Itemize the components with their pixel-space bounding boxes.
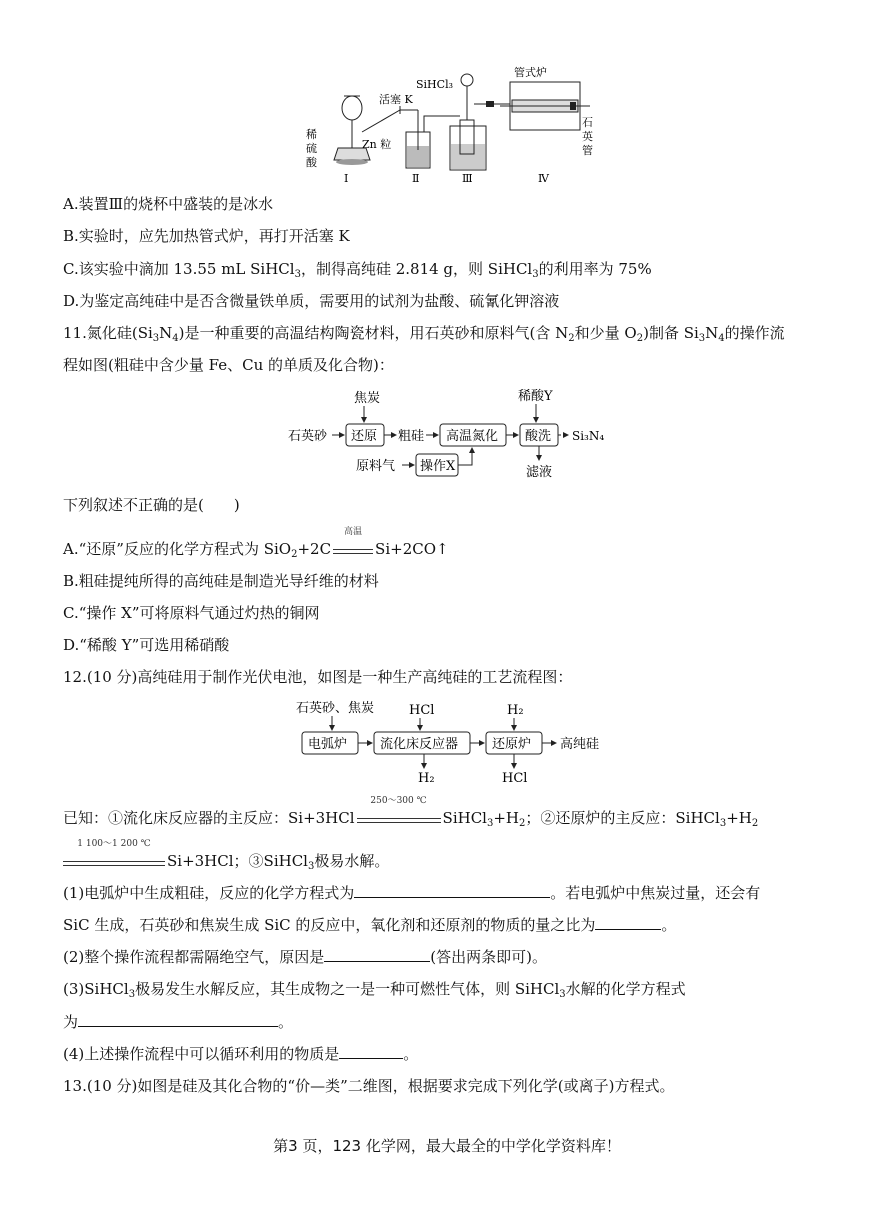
flow12-arc: 电弧炉 bbox=[308, 737, 348, 752]
flow-quartz-sand: 石英砂 bbox=[288, 429, 328, 444]
answer-blank-3 bbox=[324, 947, 430, 962]
flow12-raw: 石英砂、焦炭 bbox=[296, 701, 375, 716]
q12-intro: 12.(10 分)高纯硅用于制作光伏电池，如图是一种生产高纯硅的工艺流程图： bbox=[63, 668, 573, 686]
flow-op-x: 操作X bbox=[420, 459, 456, 474]
q12-part3-line2: 为 。 bbox=[63, 1013, 294, 1031]
label-quartz-3: 管 bbox=[582, 144, 593, 157]
condition-arrow-2: 1 100～1 200 ℃ bbox=[63, 853, 165, 866]
flow12-h2-out: H₂ bbox=[418, 771, 435, 786]
q12-flow-diagram bbox=[296, 696, 616, 786]
flow12-h2-in: H₂ bbox=[507, 703, 524, 718]
q12-part1-line1: (1)电弧炉中生成粗硅，反应的化学方程式为 。若电弧炉中焦炭过量，还会有 bbox=[63, 884, 761, 902]
q13-stem: 13.(10 分)如图是硅及其化合物的“价—类”二维图，根据要求完成下列化学(或离子)方程式。 bbox=[63, 1077, 675, 1095]
condition-arrow-1: 250～300 ℃ bbox=[357, 810, 441, 823]
label-sihcl3: SiHCl₃ bbox=[416, 78, 453, 91]
flow-coke: 焦炭 bbox=[354, 391, 381, 406]
flow12-product: 高纯硅 bbox=[560, 737, 600, 752]
q10-option-c: C.该实验中滴加 13.55 mL SiHCl$_3$，制得高纯硅 2.814 g，则 SiHCl$_3$的利用率为 75% bbox=[63, 260, 652, 280]
flow-crude-si: 粗硅 bbox=[398, 429, 425, 444]
q11-option-c: C.“操作 X”可将原料气通过灼热的铜网 bbox=[63, 604, 320, 622]
label-quartz-2: 英 bbox=[582, 130, 593, 143]
flow-reduce: 还原 bbox=[351, 429, 378, 444]
condition-arrow: 高温 bbox=[333, 541, 373, 554]
label-roman-1: Ⅰ bbox=[344, 172, 349, 185]
label-acid-1: 稀 bbox=[306, 128, 317, 141]
q12-part2: (2)整个操作流程都需隔绝空气，原因是 (答出两条即可)。 bbox=[63, 948, 547, 966]
flow-gas: 原料气 bbox=[356, 459, 396, 474]
label-furnace: 管式炉 bbox=[514, 66, 547, 79]
q12-known-line2: 1 100～1 200 ℃ Si+3HCl；③SiHCl$_3$极易水解。 bbox=[63, 850, 389, 872]
answer-blank-2 bbox=[595, 915, 661, 930]
q11-question: 下列叙述不正确的是( ) bbox=[63, 496, 240, 514]
label-acid-3: 酸 bbox=[306, 156, 317, 169]
flow-wash: 酸洗 bbox=[525, 429, 552, 444]
q10-option-d: D.为鉴定高纯硅中是否含微量铁单质，需要用的试剂为盐酸、硫氰化钾溶液 bbox=[63, 292, 560, 310]
q11-option-b: B.粗硅提纯所得的高纯硅是制造光导纤维的材料 bbox=[63, 572, 379, 590]
q11-option-d: D.“稀酸 Y”可选用稀硝酸 bbox=[63, 636, 230, 654]
flow-product: Si₃N₄ bbox=[572, 429, 605, 443]
label-zn: Zn 粒 bbox=[362, 138, 392, 151]
answer-blank-5 bbox=[339, 1044, 403, 1059]
answer-blank-1 bbox=[354, 883, 550, 898]
q12-part3-line1: (3)SiHCl$_3$极易发生水解反应，其生成物之一是一种可燃性气体，则 SiHCl$_3$水解的化学方程式 bbox=[63, 980, 686, 1000]
q10-option-a: A.装置Ⅲ的烧杯中盛装的是冰水 bbox=[63, 195, 274, 213]
q10-option-b: B.实验时，应先加热管式炉，再打开活塞 K bbox=[63, 227, 350, 245]
q11-stem-line2: 程如图(粗硅中含少量 Fe、Cu 的单质及化合物)： bbox=[63, 356, 394, 374]
q12-part1-line2: SiC 生成，石英砂和焦炭生成 SiC 的反应中，氧化剂和还原剂的物质的量之比为 。 bbox=[63, 916, 677, 934]
label-roman-2: Ⅱ bbox=[412, 172, 420, 185]
page-footer: 第3 页，123 化学网，最大最全的中学化学资料库！ bbox=[273, 1137, 621, 1155]
label-roman-3: Ⅲ bbox=[462, 172, 473, 185]
q12-known-line1: 已知：①流化床反应器的主反应：Si+3HCl 250～300 ℃ $SiHCl_3+H_2$；②还原炉的主反应：$SiHCl_3+H_2$ bbox=[63, 796, 759, 829]
q12-part4: (4)上述操作流程中可以循环利用的物质是 。 bbox=[63, 1045, 419, 1063]
q11-flow-diagram bbox=[286, 384, 636, 484]
flow12-fluid: 流化床反应器 bbox=[380, 737, 459, 752]
label-quartz-1: 石 bbox=[582, 116, 593, 129]
flow-acid-y: 稀酸Y bbox=[518, 389, 553, 404]
flow-filtrate: 滤液 bbox=[526, 465, 553, 480]
q11-option-a: A.“还原”反应的化学方程式为 SiO$_2$+2C 高温 Si+2CO↑ bbox=[63, 527, 449, 560]
flow12-hcl-in: HCl bbox=[409, 703, 435, 718]
label-valve-k: 活塞 K bbox=[379, 93, 413, 106]
apparatus-figure bbox=[300, 60, 600, 186]
label-acid-2: 硫 bbox=[306, 142, 317, 155]
flow-nitride: 高温氮化 bbox=[446, 429, 499, 444]
q11-stem-line1: 11.氮化硅$(Si_3N_4)$是一种重要的高温结构陶瓷材料，用石英砂和原料气(含 $N_2$和少量 $O_2$)制备 $Si_3N_4$的操作流 bbox=[63, 324, 785, 344]
label-roman-4: Ⅳ bbox=[538, 172, 549, 185]
flow12-hcl-out: HCl bbox=[502, 771, 528, 786]
funnel-bulb bbox=[342, 96, 362, 120]
flow12-reduction: 还原炉 bbox=[492, 737, 532, 752]
answer-blank-4 bbox=[78, 1012, 278, 1027]
